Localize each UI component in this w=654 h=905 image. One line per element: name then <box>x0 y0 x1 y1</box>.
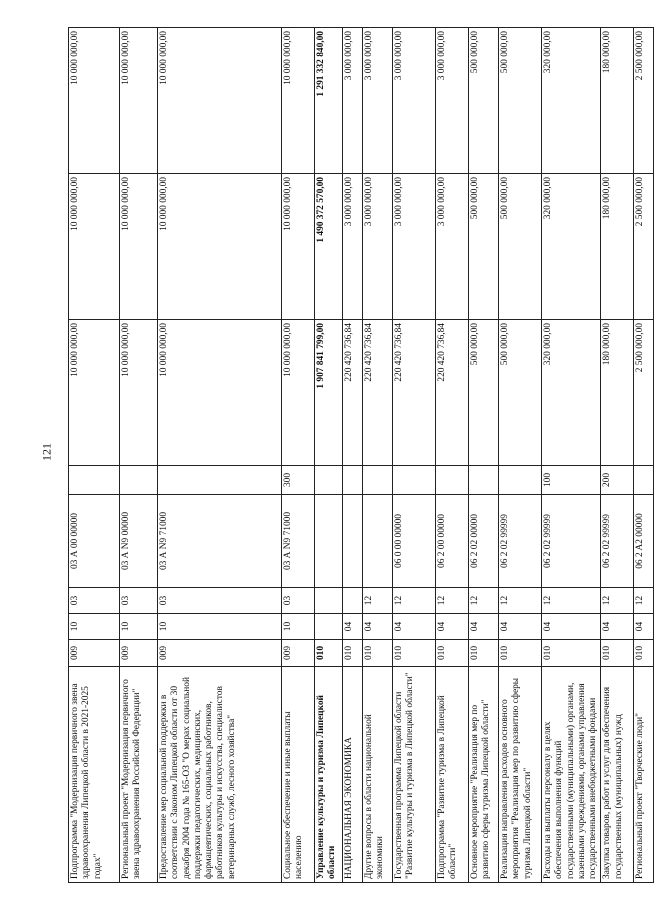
amount-year-2: 500 000,00 <box>499 174 542 320</box>
subsection-code: 03 <box>69 588 120 614</box>
amount-year-2: 10 000 000,00 <box>158 174 282 320</box>
ministry-code: 009 <box>69 640 120 667</box>
row-name: Региональный проект "Модернизация первичного звена здравоохранения Российской Федерации" <box>120 667 158 883</box>
subsection-code: 12 <box>542 588 601 614</box>
section-code: 04 <box>343 614 363 640</box>
ministry-code: 010 <box>469 640 499 667</box>
table-row <box>158 28 282 883</box>
amount-year-2: 320 000,00 <box>542 174 601 320</box>
amount-year-1: 10 000 000,00 <box>69 320 120 466</box>
ministry-code: 009 <box>120 640 158 667</box>
table-row <box>282 28 315 883</box>
row-name: Закупка товаров, работ и услуг для обеспечения государственных (муниципальных) нужд <box>601 667 634 883</box>
amount-year-3: 10 000 000,00 <box>282 28 315 174</box>
table-row <box>542 28 601 883</box>
ministry-code: 010 <box>363 640 393 667</box>
expense-type-code <box>634 466 654 495</box>
section-code: 04 <box>542 614 601 640</box>
ministry-code: 009 <box>282 640 315 667</box>
amount-year-1: 220 420 736,84 <box>436 320 469 466</box>
amount-year-3: 3 000 000,00 <box>436 28 469 174</box>
ministry-code: 010 <box>393 640 436 667</box>
table-row <box>363 28 393 883</box>
amount-year-1: 10 000 000,00 <box>282 320 315 466</box>
target-article-code: 06 2 A2 00000 <box>634 495 654 588</box>
subsection-code: 12 <box>363 588 393 614</box>
target-article-code <box>315 495 343 588</box>
table-row <box>315 28 343 883</box>
row-name: Государственная программа Липецкой области "Развитие культуры и туризма в Липецкой области" <box>393 667 436 883</box>
amount-year-3: 500 000,00 <box>499 28 542 174</box>
subsection-code: 03 <box>120 588 158 614</box>
target-article-code: 06 2 00 00000 <box>436 495 469 588</box>
subsection-code: 03 <box>282 588 315 614</box>
section-code: 10 <box>158 614 282 640</box>
amount-year-1: 1 907 841 799,00 <box>315 320 343 466</box>
expense-type-code <box>436 466 469 495</box>
target-article-code <box>363 495 393 588</box>
target-article-code <box>343 495 363 588</box>
amount-year-2: 10 000 000,00 <box>282 174 315 320</box>
ministry-code: 010 <box>634 640 654 667</box>
expense-type-code: 100 <box>542 466 601 495</box>
amount-year-2: 3 000 000,00 <box>363 174 393 320</box>
table-row <box>343 28 363 883</box>
expense-type-code <box>158 466 282 495</box>
amount-year-1: 180 000,00 <box>601 320 634 466</box>
subsection-code: 12 <box>634 588 654 614</box>
amount-year-3: 2 500 000,00 <box>634 28 654 174</box>
target-article-code: 03 А N9 71000 <box>282 495 315 588</box>
ministry-code: 010 <box>601 640 634 667</box>
subsection-code: 03 <box>158 588 282 614</box>
section-code <box>315 614 343 640</box>
subsection-code: 12 <box>469 588 499 614</box>
amount-year-1: 220 420 736,84 <box>393 320 436 466</box>
subsection-code <box>343 588 363 614</box>
table-row <box>120 28 158 883</box>
section-code: 04 <box>634 614 654 640</box>
amount-year-3: 3 000 000,00 <box>393 28 436 174</box>
amount-year-3: 500 000,00 <box>469 28 499 174</box>
subsection-code: 12 <box>601 588 634 614</box>
amount-year-2: 2 500 000,00 <box>634 174 654 320</box>
row-name: Предоставление мер социальной поддержки в соответствии с Законом Липецкой области от 30 декабря 2004 года № 165-ОЗ "О мерах социальной поддержки педагогических, медицинских, фармацевтических, социальных работников, работников культуры и искусства, специалистов ветеринарных служб, лесного хозяйства" <box>158 667 282 883</box>
table-row <box>634 28 654 883</box>
table-row <box>499 28 542 883</box>
expense-type-code <box>69 466 120 495</box>
section-code: 04 <box>601 614 634 640</box>
amount-year-3: 10 000 000,00 <box>158 28 282 174</box>
section-code: 04 <box>499 614 542 640</box>
amount-year-2: 180 000,00 <box>601 174 634 320</box>
row-name: Социальное обеспечение и иные выплаты населению <box>282 667 315 883</box>
expense-type-code <box>393 466 436 495</box>
table-row <box>601 28 634 883</box>
target-article-code: 06 2 02 99999 <box>499 495 542 588</box>
target-article-code: 03 А N9 00000 <box>120 495 158 588</box>
row-name: Управление культуры и туризма Липецкой области <box>315 667 343 883</box>
section-code: 04 <box>469 614 499 640</box>
subsection-code: 12 <box>499 588 542 614</box>
section-code: 10 <box>282 614 315 640</box>
amount-year-3: 1 291 332 840,00 <box>315 28 343 174</box>
ministry-code: 010 <box>315 640 343 667</box>
section-code: 10 <box>69 614 120 640</box>
amount-year-2: 3 000 000,00 <box>343 174 363 320</box>
target-article-code: 03 А N9 71000 <box>158 495 282 588</box>
expense-type-code: 200 <box>601 466 634 495</box>
budget-table <box>68 27 654 883</box>
target-article-code: 06 0 00 00000 <box>393 495 436 588</box>
ministry-code: 010 <box>499 640 542 667</box>
rotated-table-container <box>68 28 646 883</box>
section-code: 04 <box>436 614 469 640</box>
row-name: Расходы на выплаты персоналу в целях обеспечения выполнения функций государственными (муниципальными) органами, казенными учреждениями, органами управления государственными внебюджетными фондами <box>542 667 601 883</box>
table-row <box>393 28 436 883</box>
subsection-code: 12 <box>436 588 469 614</box>
amount-year-2: 10 000 000,00 <box>69 174 120 320</box>
table-row <box>469 28 499 883</box>
amount-year-3: 3 000 000,00 <box>363 28 393 174</box>
ministry-code: 010 <box>343 640 363 667</box>
expense-type-code <box>315 466 343 495</box>
table-row <box>436 28 469 883</box>
amount-year-3: 10 000 000,00 <box>120 28 158 174</box>
amount-year-1: 10 000 000,00 <box>158 320 282 466</box>
expense-type-code <box>363 466 393 495</box>
amount-year-2: 500 000,00 <box>469 174 499 320</box>
amount-year-3: 3 000 000,00 <box>343 28 363 174</box>
subsection-code <box>315 588 343 614</box>
amount-year-3: 320 000,00 <box>542 28 601 174</box>
expense-type-code <box>343 466 363 495</box>
ministry-code: 009 <box>158 640 282 667</box>
amount-year-3: 180 000,00 <box>601 28 634 174</box>
amount-year-1: 10 000 000,00 <box>120 320 158 466</box>
amount-year-2: 3 000 000,00 <box>436 174 469 320</box>
page-number: 121 <box>39 443 54 461</box>
table-row <box>69 28 120 883</box>
row-name: Подпрограмма "Развитие туризма в Липецкой области" <box>436 667 469 883</box>
expense-type-code <box>469 466 499 495</box>
subsection-code: 12 <box>393 588 436 614</box>
target-article-code: 06 2 02 99999 <box>542 495 601 588</box>
target-article-code: 03 А 00 00000 <box>69 495 120 588</box>
row-name: Подпрограмма "Модернизация первичного звена здравоохранения Липецкой области в 2021-2025 годах" <box>69 667 120 883</box>
amount-year-3: 10 000 000,00 <box>69 28 120 174</box>
row-name: НАЦИОНАЛЬНАЯ ЭКОНОМИКА <box>343 667 363 883</box>
amount-year-1: 500 000,00 <box>499 320 542 466</box>
section-code: 04 <box>393 614 436 640</box>
target-article-code: 06 2 02 99999 <box>601 495 634 588</box>
ministry-code: 010 <box>436 640 469 667</box>
ministry-code: 010 <box>542 640 601 667</box>
row-name: Реализация направления расходов основного мероприятия "Реализация мер по развитию сферы туризма Липецкой области" <box>499 667 542 883</box>
section-code: 10 <box>120 614 158 640</box>
expense-type-code <box>120 466 158 495</box>
amount-year-1: 2 500 000,00 <box>634 320 654 466</box>
amount-year-2: 10 000 000,00 <box>120 174 158 320</box>
target-article-code: 06 2 02 00000 <box>469 495 499 588</box>
expense-type-code <box>499 466 542 495</box>
row-name: Региональный проект "Творческие люди" <box>634 667 654 883</box>
amount-year-1: 320 000,00 <box>542 320 601 466</box>
row-name: Основное мероприятие "Реализация мер по развитию сферы туризма Липецкой области" <box>469 667 499 883</box>
amount-year-1: 220 420 736,84 <box>343 320 363 466</box>
row-name: Другие вопросы в области национальной экономики <box>363 667 393 883</box>
amount-year-2: 3 000 000,00 <box>393 174 436 320</box>
table-body <box>69 28 654 883</box>
amount-year-1: 500 000,00 <box>469 320 499 466</box>
expense-type-code: 300 <box>282 466 315 495</box>
section-code: 04 <box>363 614 393 640</box>
amount-year-1: 220 420 736,84 <box>363 320 393 466</box>
amount-year-2: 1 490 372 570,00 <box>315 174 343 320</box>
